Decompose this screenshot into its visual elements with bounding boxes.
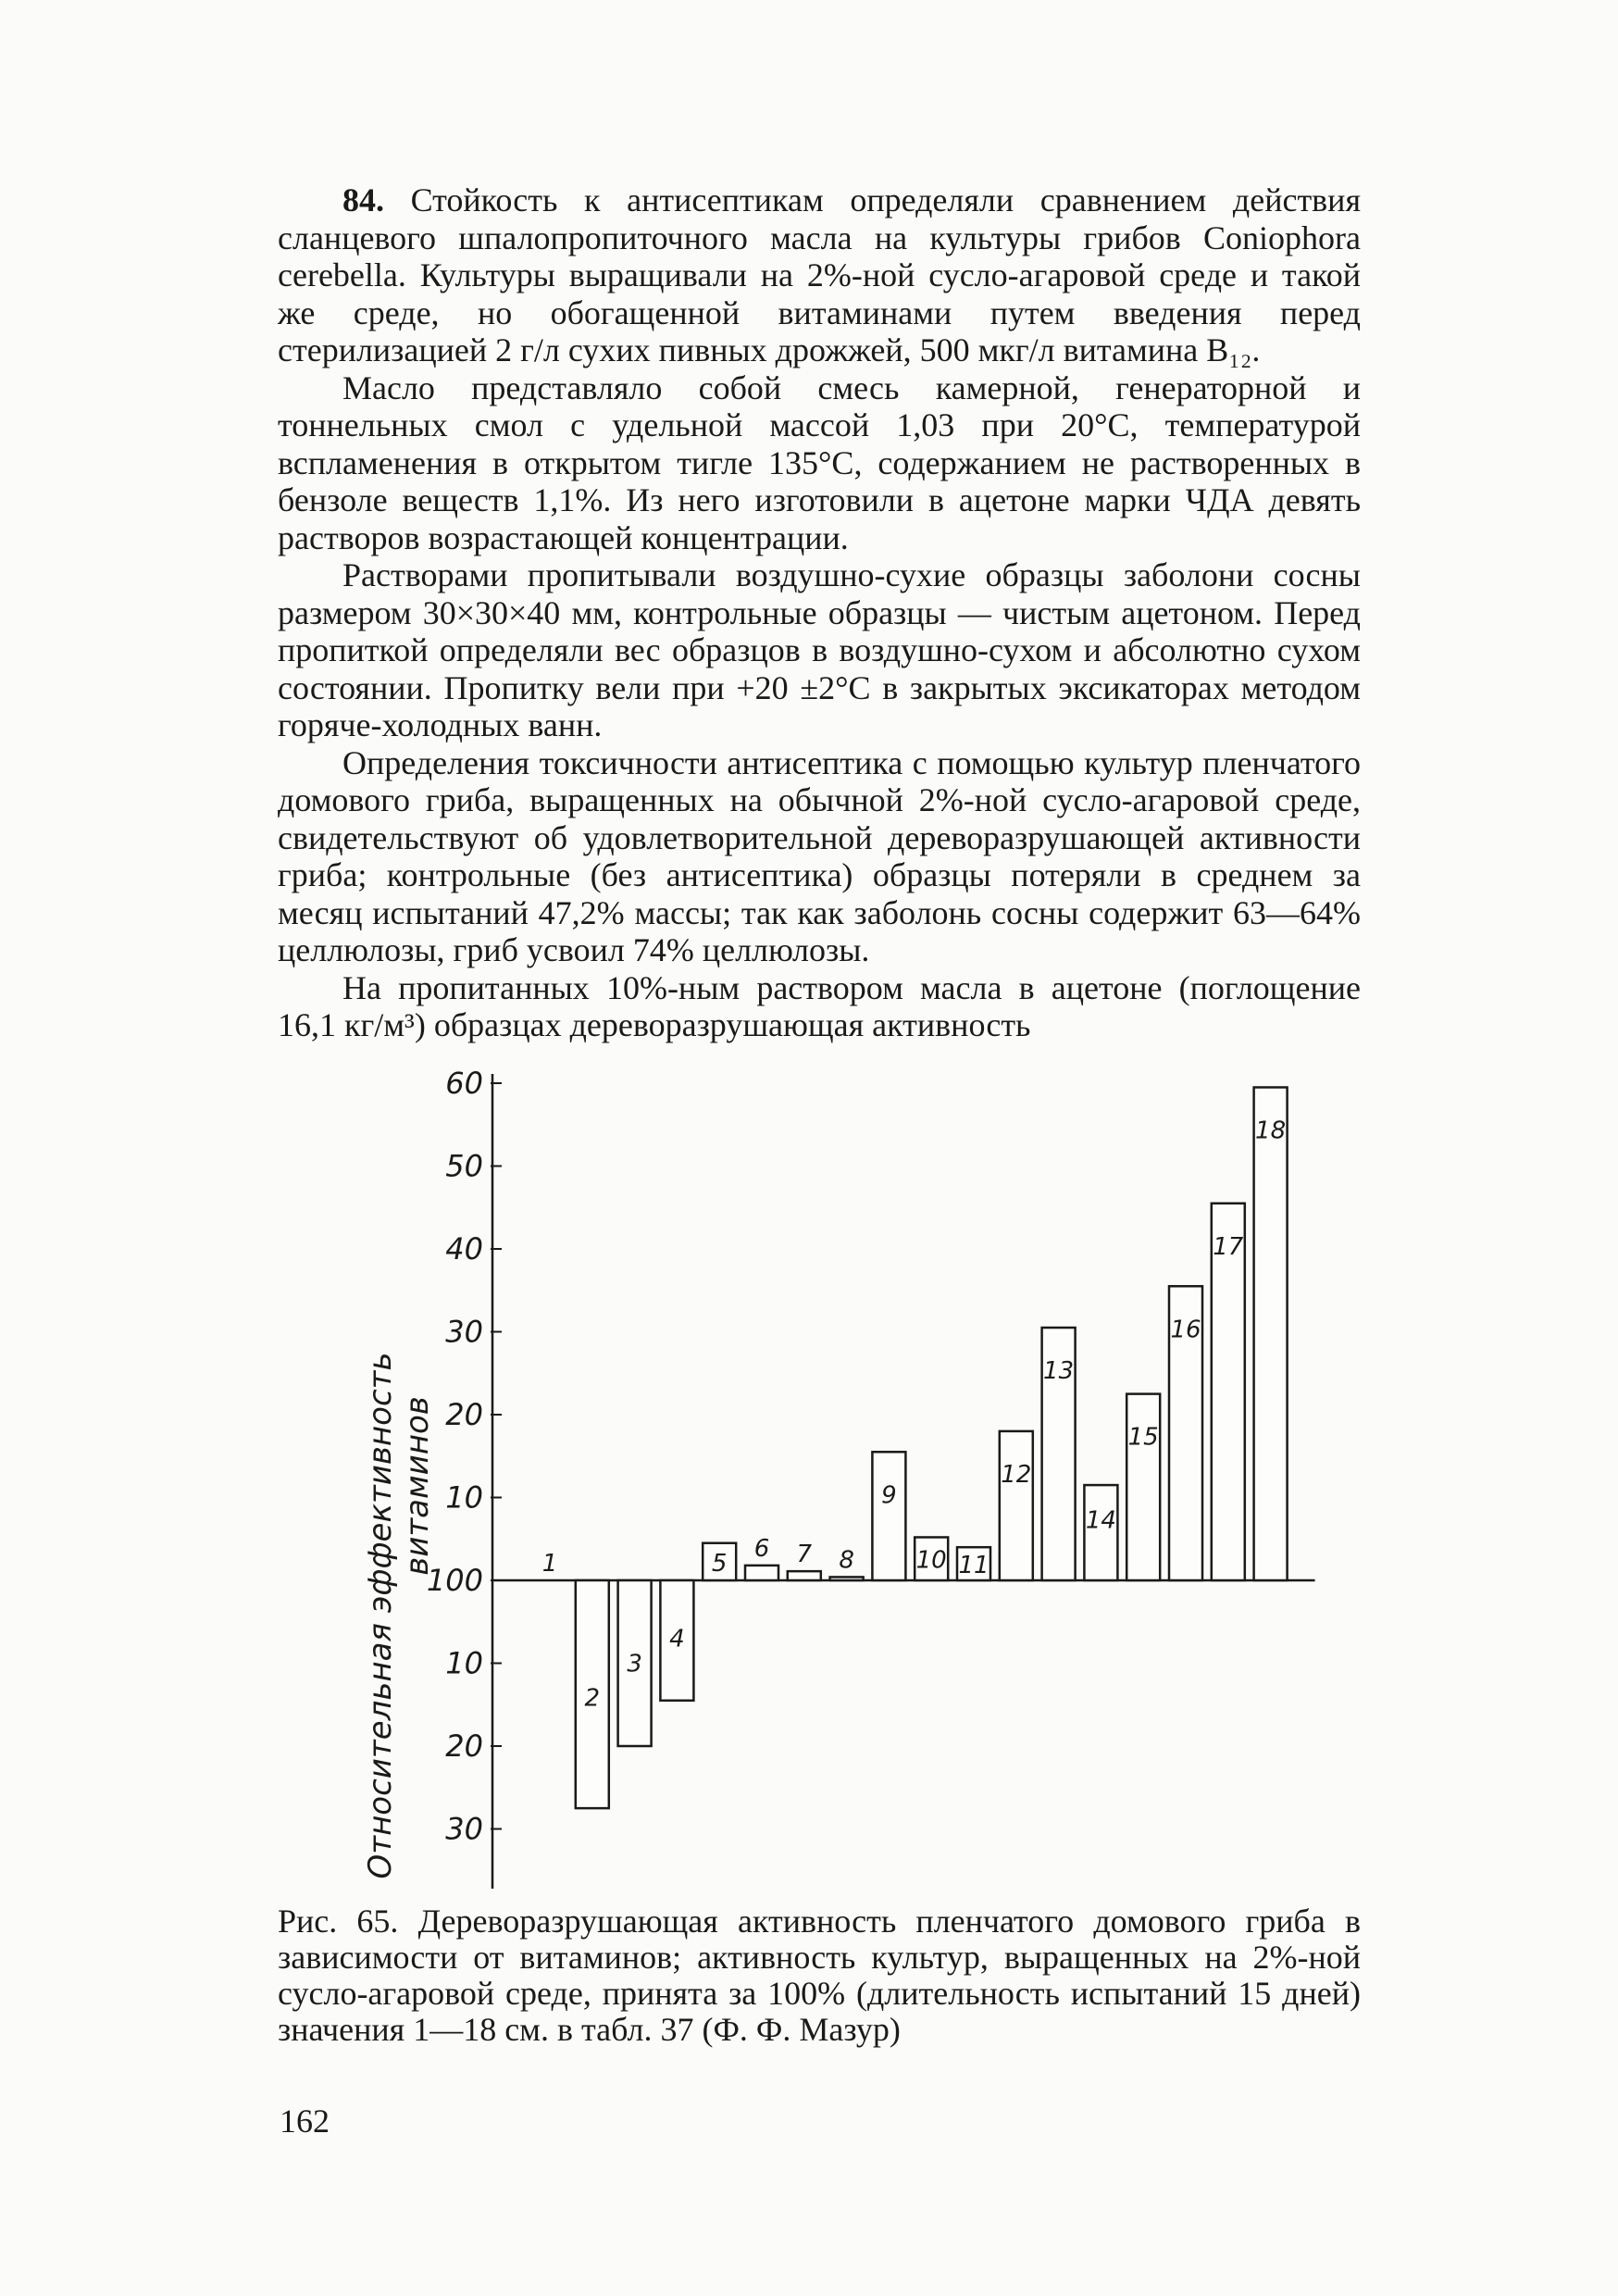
bar-label: 3: [627, 1650, 642, 1678]
figure-caption: Рис. 65. Дереворазрушающая активность пленчатого домового гриба в зависимости от витаминов; активность культур, выращенных на 2%-ной сусло-агаровой среде, принята за 100% (длительность испытаний 15 дней) значения 1—18 см. в табл. 37 (Ф. Ф. Мазур): [278, 1903, 1361, 2048]
bar-label: 14: [1085, 1506, 1116, 1535]
bar-label: 8: [839, 1546, 854, 1575]
y-tick-label: 10: [445, 1645, 483, 1681]
bar-label: 12: [1001, 1460, 1032, 1489]
bar-label: 11: [958, 1552, 989, 1580]
y-tick-label: 100: [426, 1563, 483, 1598]
bar-label: 16: [1170, 1316, 1201, 1344]
page-number: 162: [280, 2103, 330, 2140]
bar-label: 2: [584, 1684, 601, 1713]
bar: [1000, 1431, 1033, 1580]
bar-label: 15: [1127, 1423, 1159, 1452]
bar-label: 6: [753, 1534, 770, 1563]
bar-label: 5: [711, 1549, 728, 1578]
paragraph-text: Стойкость к антисептикам определяли сравнением действия сланцевого шпалопропиточного масла на культуры грибов Coniophora cerebella. Культуры выращивали на 2%-ной сусло-агаровой среде и такой же среде, но обогащенной витаминами путем введения перед стерилизацией 2 г/л сухих пивных дрожжей, 500 мкг/л витамина B₁₂.: [278, 181, 1361, 368]
bar-label: 10: [915, 1546, 947, 1575]
bar-label: 18: [1255, 1117, 1287, 1145]
bar: [872, 1452, 905, 1580]
paragraph-84: [278, 181, 1361, 369]
bar: [745, 1566, 778, 1580]
y-tick-label: 60: [445, 1066, 483, 1101]
y-tick-label: 30: [445, 1314, 483, 1350]
y-tick-label: 50: [445, 1148, 483, 1184]
bar-label: 7: [796, 1541, 813, 1569]
y-axis-title-line-1: Относительная эффективность: [362, 1352, 399, 1879]
paragraph: На пропитанных 10%-ным раствором масла в ацетоне (поглощение 16,1 кг/м³) образцах дереворазрушающая активность: [278, 968, 1361, 1043]
bar-label: 13: [1043, 1357, 1075, 1386]
paragraph: Масло представляло собой смесь камерной, генераторной и тоннельных смол с удельной массой 1,03 при 20°С, температурой вспламенения в открытом тигле 135°С, содержанием не растворенных в бензоле веществ 1,1%. Из него изготовили в ацетоне марки ЧДА девять растворов возрастающей концентрации.: [278, 368, 1361, 556]
bar-chart: [352, 1055, 1287, 1907]
paragraph: Определения токсичности антисептика с помощью культур пленчатого домового гриба, выращенных на обычной 2%-ной сусло-агаровой среде, свидетельствуют об удовлетворительной дереворазрушающей активности гриба; контрольные (без антисептика) образцы потеряли в среднем за месяц испытаний 47,2% массы; так как заболонь сосны содержит 63—64% целлюлозы, гриб усвоил 74% целлюлозы.: [278, 743, 1361, 968]
bar: [788, 1571, 821, 1580]
body-text: [278, 181, 1361, 1044]
bar-label: 9: [881, 1481, 897, 1510]
bar: [830, 1577, 864, 1580]
bar-label: 1: [541, 1550, 558, 1578]
bar: [1126, 1394, 1160, 1580]
y-tick-label: 40: [445, 1231, 483, 1267]
bar-label: 17: [1213, 1232, 1244, 1261]
bar: [1254, 1087, 1288, 1580]
y-tick-label: 20: [445, 1728, 483, 1764]
figure-65: [352, 1055, 1287, 1907]
bar-label: 4: [669, 1625, 685, 1653]
y-tick-label: 20: [445, 1397, 483, 1432]
y-tick-label: 30: [445, 1811, 483, 1847]
paragraph: Растворами пропитывали воздушно-сухие образцы заболони сосны размером 30×30×40 мм, контрольные образцы — чистым ацетоном. Перед пропиткой определяли вес образцов в воздушно-сухом и абсолютно сухом состоянии. Пропитку вели при +20 ±2°С в закрытых эксикаторах методом горяче-холодных ванн.: [278, 556, 1361, 743]
section-number: 84.: [342, 181, 384, 218]
y-tick-label: 10: [445, 1479, 483, 1516]
y-axis-title-line-2: витаминов: [399, 1396, 436, 1576]
